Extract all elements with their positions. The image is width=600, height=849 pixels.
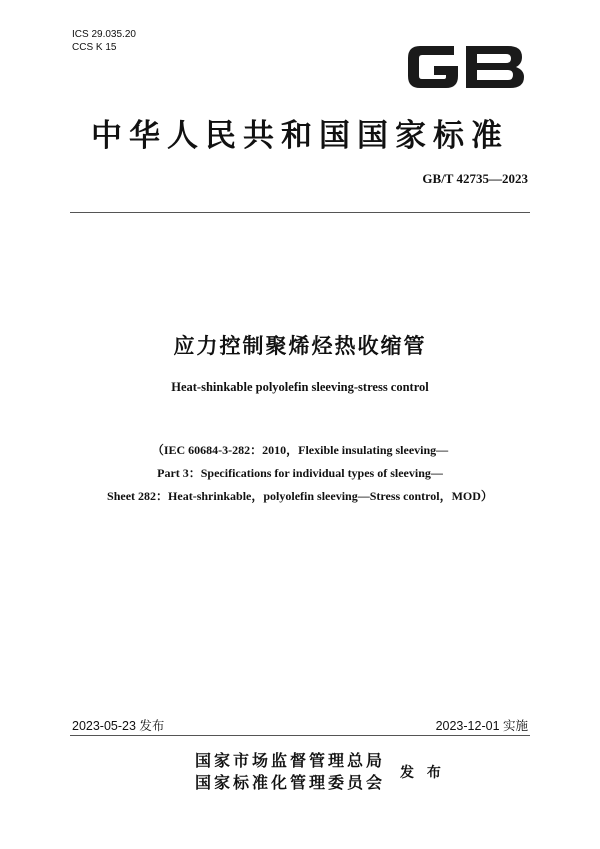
equivalence-line: Part 3：Specifications for individual types of sleeving— <box>157 466 443 480</box>
equivalence-line: Sheet 282：Heat-shrinkable，polyolefin sleeving—Stress control，MOD） <box>107 489 493 503</box>
footer-divider <box>70 735 530 736</box>
ics-ccs-codes <box>72 28 136 54</box>
ics-code: ICS 29.035.20 <box>72 29 136 40</box>
gb-logo <box>402 40 530 94</box>
ccs-code: CCS K 15 <box>72 42 117 53</box>
header-divider <box>70 212 530 213</box>
national-standard-title: 中华人民共和国国家标准 <box>91 118 509 154</box>
iec-equivalence-note <box>0 439 600 508</box>
gb-logo-letter-b <box>466 46 524 88</box>
standard-number: GB/T 42735—2023 <box>422 171 528 186</box>
publish-label: 发 布 <box>400 765 445 781</box>
issuer-sac: 国家标准化管理委员会 <box>195 773 386 792</box>
document-title-en: Heat-shinkable polyolefin sleeving-stress control <box>171 380 429 394</box>
issuing-authorities <box>195 750 385 794</box>
issue-date: 2023-05-23 发布 <box>72 719 165 733</box>
issuer-samr: 国家市场监督管理总局 <box>195 751 386 770</box>
equivalence-line: （IEC 60684-3-282：2010，Flexible insulating sleeving— <box>151 443 449 457</box>
gb-logo-letter-g <box>408 46 458 88</box>
document-title-cn: 应力控制聚烯烃热收缩管 <box>173 334 427 358</box>
implementation-date: 2023-12-01 实施 <box>435 719 528 733</box>
